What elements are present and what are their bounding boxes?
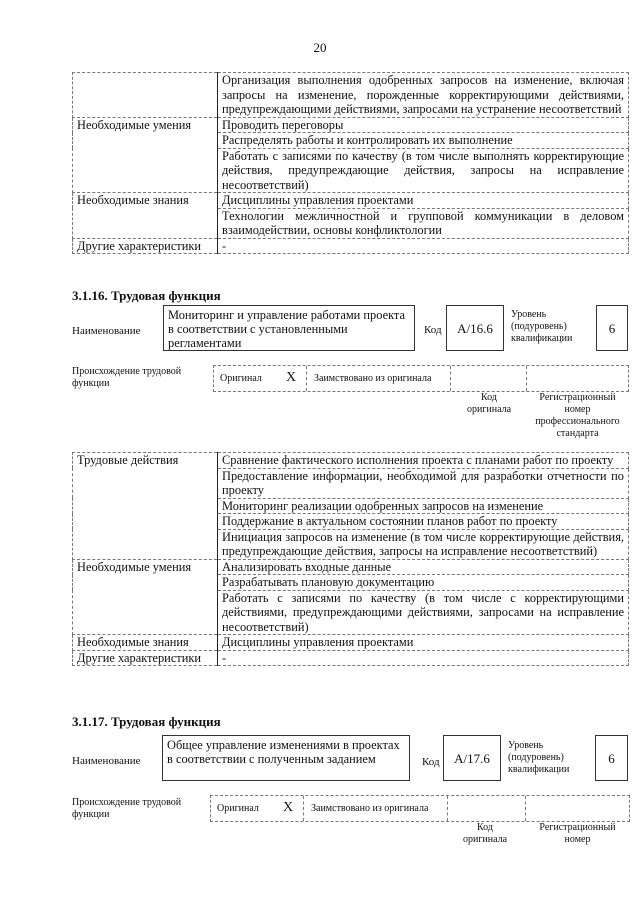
row-item: Сравнение фактического исполнения проекта с планами работ по проекту <box>218 453 629 469</box>
row-item: Мониторинг реализации одобренных запросов на изменение <box>218 498 629 514</box>
level-value: 6 <box>608 321 616 336</box>
original-label: Оригинал <box>220 373 262 384</box>
origin-row-2 <box>210 795 630 822</box>
row-label: Необходимые умения <box>73 559 218 635</box>
row-item: - <box>218 650 629 666</box>
section-heading-3-1-16: 3.1.16. Трудовая функция <box>72 288 221 303</box>
function-name-box-2 <box>162 735 410 781</box>
table-row <box>73 635 629 651</box>
name-label-2: Наименование <box>72 755 141 767</box>
name-label: Наименование <box>72 325 141 337</box>
table-row <box>73 73 629 118</box>
row-item: Работать с записями по качеству (в том числе с корректирующими действиями, предупреждающими действиями, запросами на исправление несоответствий) <box>218 590 629 635</box>
original-label-2: Оригинал <box>217 803 259 814</box>
row-item: Дисциплины управления проектами <box>218 635 629 651</box>
row-item: Работать с записями по качеству (в том числе выполнять корректирующие действия, предупреждающие действия, запросы на исправление несоответствий) <box>218 148 629 193</box>
x-mark-2: X <box>283 800 294 815</box>
row-item: Разрабатывать плановую документацию <box>218 575 629 591</box>
borrowed-label: Заимствовано из оригинала <box>314 373 432 384</box>
origin-row <box>213 365 629 392</box>
table-row <box>73 453 629 469</box>
row-item: - <box>218 238 629 254</box>
reg-number-label-2: Регистрационный номер <box>539 822 616 845</box>
row-item: Поддержание в актуальном состоянии планов работ по проекту <box>218 514 629 530</box>
row-item: Анализировать входные данные <box>218 559 629 575</box>
row-label: Другие характеристики <box>73 650 218 666</box>
borrowed-label-2: Заимствовано из оригинала <box>311 803 429 814</box>
origin-label-2: Происхождение трудовой функции <box>72 797 182 820</box>
reg-number-label: Регистрационный номер профессионального стандарта <box>535 392 620 439</box>
level-label-2: Уровень (подуровень) квалификации <box>508 740 570 775</box>
code-original-label-2: Код оригинала <box>462 822 508 845</box>
x-mark: X <box>286 370 297 385</box>
table-row <box>73 238 629 254</box>
function-name-2: Общее управление изменениями в проектах в соответствии с полученным заданием <box>167 738 400 766</box>
row-item: Предоставление информации, необходимой для разработки отчетности по проекту <box>218 468 629 498</box>
row-item: Проводить переговоры <box>218 117 629 133</box>
code-box-2 <box>443 735 501 781</box>
row-item: Организация выполнения одобренных запросов на изменение, включая запросы на изменение, порожденные корректирующими действиями, предупреждающими действиями, запросами на устранение несоответствий <box>218 73 629 118</box>
row-label: Другие характеристики <box>73 238 218 254</box>
function-name: Мониторинг и управление работами проекта в соответствии с установленными регламентами <box>168 308 405 350</box>
code-value-2: А/17.6 <box>454 751 490 766</box>
level-label: Уровень (подуровень) квалификации <box>511 309 573 344</box>
code-original-label: Код оригинала <box>466 392 512 415</box>
level-value-2: 6 <box>608 751 615 766</box>
row-label: Необходимые знания <box>73 635 218 651</box>
level-box <box>596 305 628 351</box>
row-item: Инициация запросов на изменение (в том числе корректирующие действия, предупреждающие действия, запросы на исправление несоответствий) <box>218 529 629 559</box>
level-box-2 <box>595 735 628 781</box>
code-label: Код <box>424 324 442 336</box>
table-row <box>73 117 629 133</box>
skills-table-2 <box>72 452 629 666</box>
row-label: Необходимые умения <box>73 117 218 193</box>
code-label-2: Код <box>422 756 440 768</box>
table-row <box>73 650 629 666</box>
page-number: 20 <box>313 40 327 55</box>
row-label <box>73 73 218 118</box>
row-label: Трудовые действия <box>73 453 218 560</box>
function-name-box <box>163 305 415 351</box>
row-item: Технологии межличностной и групповой коммуникации в деловом взаимодействии, основы конфликтологии <box>218 208 629 238</box>
code-box <box>446 305 504 351</box>
table-row <box>73 559 629 575</box>
origin-label: Происхождение трудовой функции <box>72 366 182 389</box>
skills-table-1 <box>72 72 629 254</box>
code-value: А/16.6 <box>457 321 493 336</box>
table-row <box>73 193 629 209</box>
row-item: Дисциплины управления проектами <box>218 193 629 209</box>
section-heading-3-1-17: 3.1.17. Трудовая функция <box>72 714 221 729</box>
row-label: Необходимые знания <box>73 193 218 239</box>
row-item: Распределять работы и контролировать их выполнение <box>218 133 629 149</box>
